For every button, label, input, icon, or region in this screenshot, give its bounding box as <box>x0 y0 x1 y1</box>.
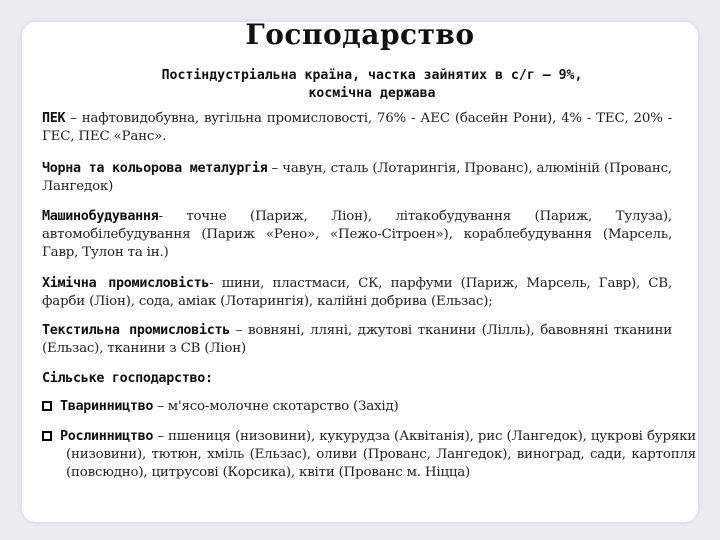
checkbox-bullet-icon <box>42 401 52 411</box>
term-livestock: Тваринництво <box>60 399 154 414</box>
term-metallurgy: Чорна та кольорова металургія <box>42 161 268 176</box>
term-crops: Рослинництво <box>60 429 154 444</box>
term-chemical: Хімічна промисловість <box>42 276 210 291</box>
subtitle-line-2: космічна держава <box>308 86 436 101</box>
term-textile: Текстильна промисловість <box>42 323 230 338</box>
term-pek: ПЕК <box>42 111 66 126</box>
paragraph-machinery <box>42 208 672 262</box>
text-chemical: - шини, пластмаси, СК, парфуми (Париж, Марсель, Гавр), СВ, фарби (Ліон), сода, аміак (Лотарингія), калійні добрива (Ельзас); <box>42 276 673 309</box>
bullet-livestock <box>42 398 672 416</box>
paragraph-agriculture <box>42 370 672 388</box>
text-crops: – пшениця (низовини), кукурудза (Аквітанія), рис (Лангедок), цукрові буряки (низовини), тютюн, хміль (Ельзас), оливи (Прованс, Лангедок), виноград, сади, картопля (повсюдно), цитрусові (Корсика), квіти (Прованс м. Ніцца) <box>66 429 696 480</box>
subtitle <box>100 67 644 103</box>
text-livestock: – м'ясо-молочне скотарство (Захід) <box>153 399 399 414</box>
page-title: Господарство <box>245 18 475 51</box>
checkbox-bullet-icon <box>42 431 52 441</box>
text-machinery: - точне (Париж, Ліон), літакобудування (Париж, Тулуза), автомобілебудування (Париж «Рено», «Пежо-Сітроен»), кораблебудування (Марсель, Гавр, Тулон та ін.) <box>42 209 672 260</box>
term-agriculture: Сільське господарство: <box>42 371 213 386</box>
subtitle-line-1: Постіндустріальна країна, частка зайнятих в с/г – 9%, <box>161 68 583 83</box>
paragraph-chemical <box>42 275 672 311</box>
text-pek: – нафтовидобувна, вугільна промисловості, 76% - АЕС (басейн Рони), 4% - ТЕС, 20% - ГЕС, ПЕС «Ранс». <box>42 111 672 144</box>
text-metallurgy: – чавун, сталь (Лотарингія, Прованс), алюміній (Прованс, Лангедок) <box>42 161 672 194</box>
bullet-crops <box>42 428 696 482</box>
term-machinery: Машинобудування <box>42 209 159 224</box>
paragraph-textile <box>42 322 672 358</box>
text-textile: – вовняні, лляні, джутові тканини (Лілль), бавовняні тканини (Ельзас), тканини з СВ (Ліон) <box>42 323 672 356</box>
paragraph-metallurgy <box>42 160 672 196</box>
paragraph-pek <box>42 110 672 146</box>
